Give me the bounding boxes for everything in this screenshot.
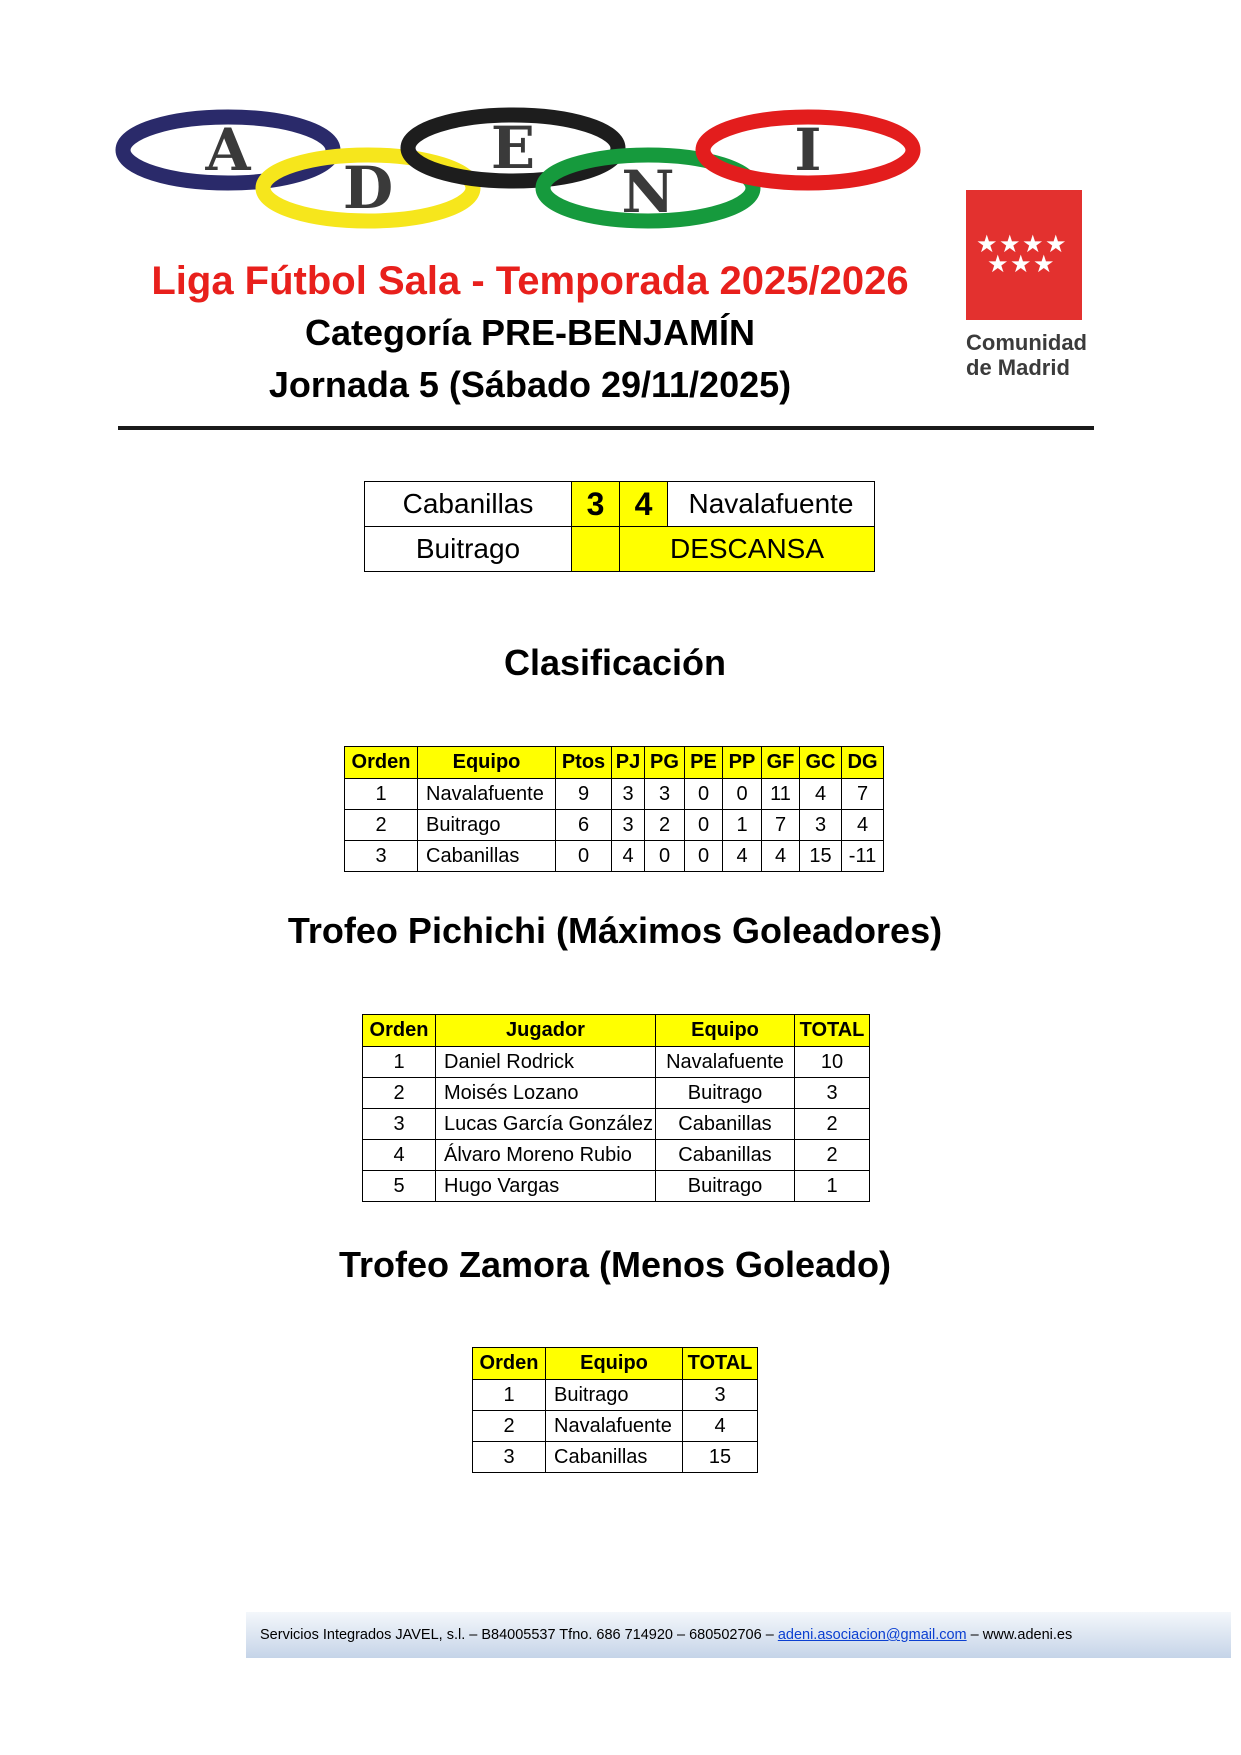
table-row [345,810,884,841]
cell-gf: 11 [762,779,800,810]
footer-email-link[interactable]: adeni.asociacion@gmail.com [777,1627,967,1643]
cell-pp: 1 [723,810,762,841]
home-score: 3 [572,482,620,527]
cell-orden: 2 [363,1078,436,1109]
cell-equipo: Navalafuente [546,1411,683,1442]
cell-ptos: 9 [556,779,612,810]
col-ptos: Ptos [556,747,612,779]
zamora-header [473,1348,758,1380]
cell-equipo: Buitrago [656,1078,795,1109]
logo-letter-d: D [342,154,394,222]
cell-equipo: Buitrago [546,1380,683,1411]
cell-total: 1 [795,1171,870,1202]
adeni-logo [108,100,928,235]
result-row [365,527,875,572]
cell-pp: 4 [723,841,762,872]
col-total: TOTAL [683,1348,758,1380]
cell-jugador: Daniel Rodrick [436,1047,656,1078]
table-row [363,1140,870,1171]
cell-dg: 7 [842,779,884,810]
svg-text:★: ★ [1033,250,1055,278]
cell-jugador: Lucas García González [436,1109,656,1140]
cell-jugador: Hugo Vargas [436,1171,656,1202]
cell-total: 15 [683,1442,758,1473]
cell-orden: 3 [473,1442,546,1473]
svg-text:★: ★ [1010,250,1032,278]
result-row [365,482,875,527]
cell-equipo: Cabanillas [546,1442,683,1473]
results-table [364,481,875,572]
svg-text:★: ★ [976,230,998,258]
col-equipo: Equipo [418,747,556,779]
standings-title: Clasificación [503,642,727,683]
cell-orden: 1 [363,1047,436,1078]
cell-equipo: Buitrago [418,810,556,841]
cell-jugador: Moisés Lozano [436,1078,656,1109]
cell-orden: 1 [473,1380,546,1411]
madrid-flag [966,190,1082,320]
logo-letter-i: I [794,116,822,184]
svg-text:★: ★ [1045,230,1067,258]
table-row [473,1411,758,1442]
logo-letter-e: E [490,114,536,182]
col-pe: PE [685,747,723,779]
comunidad-madrid-logo [966,190,1086,380]
cell-total: 10 [795,1047,870,1078]
cell-ptos: 6 [556,810,612,841]
cell-total: 2 [795,1140,870,1171]
cell-pj: 4 [612,841,645,872]
col-orden: Orden [363,1015,436,1047]
cell-dg: -11 [842,841,884,872]
cell-total: 2 [795,1109,870,1140]
table-row [363,1109,870,1140]
page-title: Liga Fútbol Sala - Temporada 2025/2026 [151,259,909,303]
cell-equipo: Buitrago [656,1171,795,1202]
zamora-title: Trofeo Zamora (Menos Goleado) [338,1244,892,1285]
cell-orden: 4 [363,1140,436,1171]
cell-gc: 3 [800,810,842,841]
standings-header [345,747,884,779]
cell-equipo: Cabanillas [418,841,556,872]
cell-orden: 1 [345,779,418,810]
cell-pp: 0 [723,779,762,810]
pichichi-table [362,1014,870,1202]
cell-equipo: Navalafuente [418,779,556,810]
col-pp: PP [723,747,762,779]
cell-ptos: 0 [556,841,612,872]
category-title: Categoría PRE-BENJAMÍN [304,312,756,353]
col-total: TOTAL [795,1015,870,1047]
cell-orden: 3 [345,841,418,872]
away-score: 4 [620,482,668,527]
svg-text:★: ★ [999,230,1021,258]
table-row [363,1047,870,1078]
cell-total: 4 [683,1411,758,1442]
away-team: Navalafuente [668,482,875,527]
cell-pg: 3 [645,779,685,810]
cell-orden: 2 [473,1411,546,1442]
col-orden: Orden [473,1348,546,1380]
svg-text:★: ★ [987,250,1009,278]
header-divider [118,426,1094,430]
col-pj: PJ [612,747,645,779]
rest-note: DESCANSA [620,527,875,572]
footer-company-text: Servicios Integrados JAVEL, s.l. – B84005537 Tfno. 686 714920 – 680502706 – [260,1627,778,1643]
table-row [473,1442,758,1473]
empty-score-cell [572,527,620,572]
cell-gc: 4 [800,779,842,810]
logo-letter-n: N [621,158,675,226]
cell-gc: 15 [800,841,842,872]
col-equipo: Equipo [546,1348,683,1380]
table-row [363,1171,870,1202]
zamora-table [472,1347,758,1473]
round-title: Jornada 5 (Sábado 29/11/2025) [268,364,792,405]
stars-icon [966,190,1082,320]
table-row [345,841,884,872]
col-dg: DG [842,747,884,779]
col-gf: GF [762,747,800,779]
cell-orden: 3 [363,1109,436,1140]
table-row [345,779,884,810]
footer [246,1612,1231,1658]
cell-orden: 5 [363,1171,436,1202]
table-row [473,1380,758,1411]
cell-pj: 3 [612,779,645,810]
cell-total: 3 [795,1078,870,1109]
svg-text:★: ★ [1022,230,1044,258]
cell-dg: 4 [842,810,884,841]
col-orden: Orden [345,747,418,779]
standings-table [344,746,884,872]
pichichi-header [363,1015,870,1047]
cell-gf: 7 [762,810,800,841]
cell-equipo: Cabanillas [656,1140,795,1171]
cell-total: 3 [683,1380,758,1411]
cell-pe: 0 [685,841,723,872]
header [100,255,960,411]
cell-pg: 2 [645,810,685,841]
cell-equipo: Cabanillas [656,1109,795,1140]
cell-pe: 0 [685,810,723,841]
cell-pg: 0 [645,841,685,872]
col-gc: GC [800,747,842,779]
resting-team: Buitrago [365,527,572,572]
comunidad-madrid-text: Comunidad de Madrid [966,330,1087,380]
home-team: Cabanillas [365,482,572,527]
cell-pe: 0 [685,779,723,810]
col-equipo: Equipo [656,1015,795,1047]
pichichi-title: Trofeo Pichichi (Máximos Goleadores) [287,910,943,951]
cell-pj: 3 [612,810,645,841]
cell-equipo: Navalafuente [656,1047,795,1078]
logo-letter-a: A [205,116,251,184]
col-jugador: Jugador [436,1015,656,1047]
table-row [363,1078,870,1109]
cell-gf: 4 [762,841,800,872]
footer-website-text: – www.adeni.es [966,1627,1073,1643]
cell-jugador: Álvaro Moreno Rubio [436,1140,656,1171]
cell-orden: 2 [345,810,418,841]
col-pg: PG [645,747,685,779]
